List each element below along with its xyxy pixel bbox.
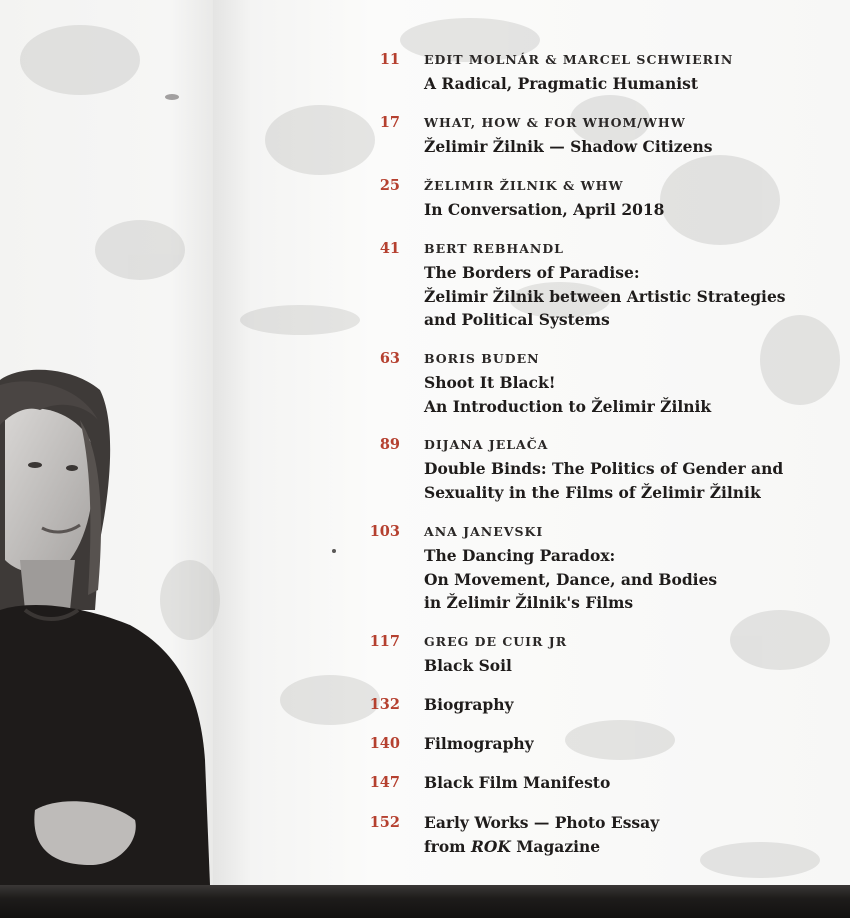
page-number: 63 xyxy=(379,350,400,367)
page-number: 89 xyxy=(379,436,400,453)
page-number: 140 xyxy=(369,735,400,752)
page-number: 132 xyxy=(369,696,400,713)
entry-title-line: in Želimir Žilnik's Films xyxy=(424,593,634,612)
entry-title-line: Black Soil xyxy=(424,656,512,675)
page-number: 117 xyxy=(369,633,400,650)
title-prefix: from xyxy=(424,837,471,856)
book-bottom-edge xyxy=(0,885,850,918)
entry-author: DIJANA JELAČA xyxy=(424,437,549,452)
page-number: 147 xyxy=(369,774,400,791)
entry-title-line: and Political Systems xyxy=(424,310,610,329)
entry-title-line: Želimir Žilnik between Artistic Strategies xyxy=(424,286,786,306)
entry-author: WHAT, HOW & FOR WHOM/WHW xyxy=(424,115,686,130)
page-number: 11 xyxy=(379,51,400,68)
page-number: 103 xyxy=(369,523,400,540)
entry-title-line-2 xyxy=(424,835,834,859)
magazine-name: ROK xyxy=(470,837,511,856)
entry-title-line: Shoot It Black! xyxy=(424,373,556,392)
entry-author: ANA JANEVSKI xyxy=(424,524,544,539)
entry-author: ŽELIMIR ŽILNIK & WHW xyxy=(424,178,624,193)
title-suffix: Magazine xyxy=(510,837,601,856)
page-number: 25 xyxy=(379,177,400,194)
entry-title-line: Sexuality in the Films of Želimir Žilnik xyxy=(424,482,761,502)
girl-photo xyxy=(0,360,220,885)
entry-title-line: On Movement, Dance, and Bodies xyxy=(424,569,718,589)
entry-title-line: An Introduction to Želimir Žilnik xyxy=(424,396,712,416)
entry-title-line: Double Binds: The Politics of Gender and xyxy=(424,459,784,478)
entry-title: Filmography xyxy=(424,734,534,753)
entry-title-line: The Borders of Paradise: xyxy=(424,263,640,282)
page-number: 152 xyxy=(369,814,400,831)
entry-title-line: The Dancing Paradox: xyxy=(424,546,616,565)
entry-title: Early Works — Photo Essay xyxy=(424,813,660,832)
entry-title-line: In Conversation, April 2018 xyxy=(424,200,665,219)
entry-title: Black Film Manifesto xyxy=(424,773,611,792)
entry-title: Biography xyxy=(424,695,514,714)
entry-title-line: Želimir Žilnik — Shadow Citizens xyxy=(424,137,713,156)
page-number: 17 xyxy=(379,114,400,131)
entry-title-line: A Radical, Pragmatic Humanist xyxy=(424,74,699,93)
page-number: 41 xyxy=(379,240,400,257)
entry-author: BORIS BUDEN xyxy=(424,351,540,366)
entry-author: BERT REBHANDL xyxy=(424,241,564,256)
entry-author: GREG DE CUIR JR xyxy=(424,634,568,649)
entry-author: EDIT MOLNÁR & MARCEL SCHWIERIN xyxy=(424,52,734,67)
